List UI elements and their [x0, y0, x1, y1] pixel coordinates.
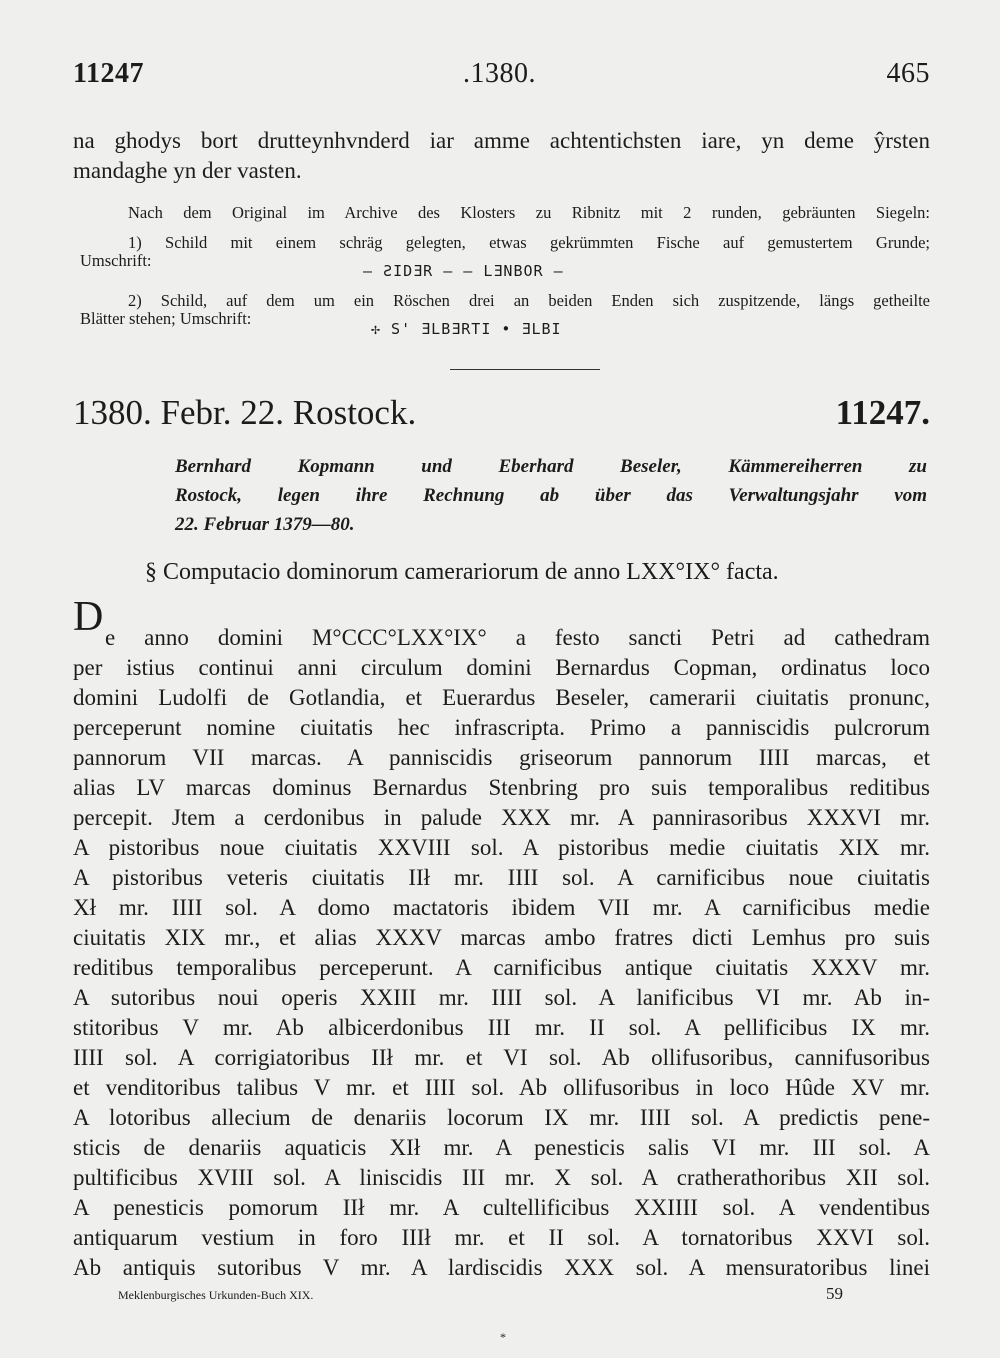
body-line: e anno domini M°CCC°LXX°IX° a festo sancti Petri ad cathedram — [105, 625, 930, 650]
continued-text-line: mandaghe yn der vasten. — [73, 158, 302, 183]
seal-legend: — ƧIDƎR — — LƎNBOR — — [363, 262, 564, 280]
continued-text-line: na ghodys bort drutteynhvnderd iar amme achtentichsten iare, yn deme ŷrsten — [73, 128, 930, 153]
page-number: 465 — [886, 58, 930, 89]
source-note: Nach dem Original im Archive des Klosters zu Ribnitz mit 2 runden, gebräunten Siegeln: — [128, 203, 930, 222]
summary-line: 22. Februar 1379—80. — [175, 514, 355, 535]
body-line: A lotoribus allecium de denariis locorum IX mr. IIII sol. A predictis pene- — [73, 1105, 930, 1130]
body-line: domini Ludolfi de Gotlandia, et Euerardus Beseler, camerarii ciuitatis pronunc, — [73, 685, 930, 710]
body-line: Xł mr. IIII sol. A domo mactatoris ibidem VII mr. A carnificibus medie — [73, 895, 930, 920]
body-line: stitoribus V mr. Ab albicerdonibus III mr. II sol. A pellificibus IX mr. — [73, 1015, 930, 1040]
body-line: percepit. Jtem a cerdonibus in palude XXX mr. A pannirasoribus XXXVI mr. — [73, 805, 930, 830]
body-line: alias LV marcas dominus Bernardus Stenbring pro suis temporalibus reditibus — [73, 775, 930, 800]
running-header-number: 11247 — [73, 58, 144, 89]
body-line: antiquarum vestium in foro IIIł mr. et II sol. A tornatoribus XXVI sol. — [73, 1225, 930, 1250]
entry-date-place: 1380. Febr. 22. Rostock. — [73, 393, 417, 432]
body-line: Ab antiquis sutoribus V mr. A lardiscidis XXX sol. A mensuratoribus linei — [73, 1255, 930, 1280]
body-line: IIII sol. A corrigiatoribus IIł mr. et VI sol. Ab ollifusoribus, cannifusoribus — [73, 1045, 930, 1070]
body-line: sticis de denariis aquaticis XIł mr. A penesticis salis VI mr. III sol. A — [73, 1135, 930, 1160]
entry-number: 11247. — [835, 393, 930, 432]
signature-number: 59 — [826, 1284, 843, 1303]
body-line: et venditoribus talibus V mr. et IIII sol. Ab ollifusoribus in loco Hûde XV mr. — [73, 1075, 930, 1100]
drop-cap: D — [73, 594, 104, 640]
seal-description: Blätter stehen; Umschrift: — [80, 309, 252, 328]
seal-description: 1) Schild mit einem schräg gelegten, etwas gekrümmten Fische auf gemustertem Grunde; — [128, 233, 930, 252]
body-line: A pistoribus veteris ciuitatis IIł mr. IIII sol. A carnificibus noue ciuitatis — [73, 865, 930, 890]
body-line: perceperunt nomine ciuitatis hec infrascripta. Primo a panniscidis pulcrorum — [73, 715, 930, 740]
footer-book-title: Meklenburgisches Urkunden-Buch XIX. — [118, 1288, 314, 1302]
body-line: per istius continui anni circulum domini Bernardus Copman, ordinatus loco — [73, 655, 930, 680]
seal-description: 2) Schild, auf dem um ein Röschen drei an beiden Enden sich zuspitzende, längs getheilte — [128, 291, 930, 310]
running-header-year: .1380. — [463, 58, 536, 89]
body-line: pannorum VII marcas. A panniscidis griseorum pannorum IIII marcas, et — [73, 745, 930, 770]
seal-description: Umschrift: — [80, 251, 152, 270]
section-heading: § Computacio dominorum camerariorum de anno LXX°IX° facta. — [145, 559, 779, 585]
summary-line: Rostock, legen ihre Rechnung ab über das Verwaltungsjahr vom — [175, 485, 927, 506]
body-line: A pistoribus noue ciuitatis XXVIII sol. A pistoribus medie ciuitatis XIX mr. — [73, 835, 930, 860]
summary-line: Bernhard Kopmann und Eberhard Beseler, Kämmereiherren zu — [175, 456, 927, 477]
body-line: reditibus temporalibus perceperunt. A carnificibus antique ciuitatis XXXV mr. — [73, 955, 930, 980]
separator-rule — [450, 369, 600, 370]
seal-legend: ✢ S' ƎLBƎRTI • ƎLBI — [371, 320, 562, 338]
body-line: pultificibus XVIII sol. A liniscidis III mr. X sol. A cratherathoribus XII sol. — [73, 1165, 930, 1190]
body-line: ciuitatis XIX mr., et alias XXXV marcas ambo fratres dicti Lemhus pro suis — [73, 925, 930, 950]
printer-mark: * — [500, 1330, 506, 1344]
body-line: A sutoribus noui operis XXIII mr. IIII sol. A lanificibus VI mr. Ab in- — [73, 985, 930, 1010]
body-line: A penesticis pomorum IIł mr. A cultellificibus XXIIII sol. A vendentibus — [73, 1195, 930, 1220]
